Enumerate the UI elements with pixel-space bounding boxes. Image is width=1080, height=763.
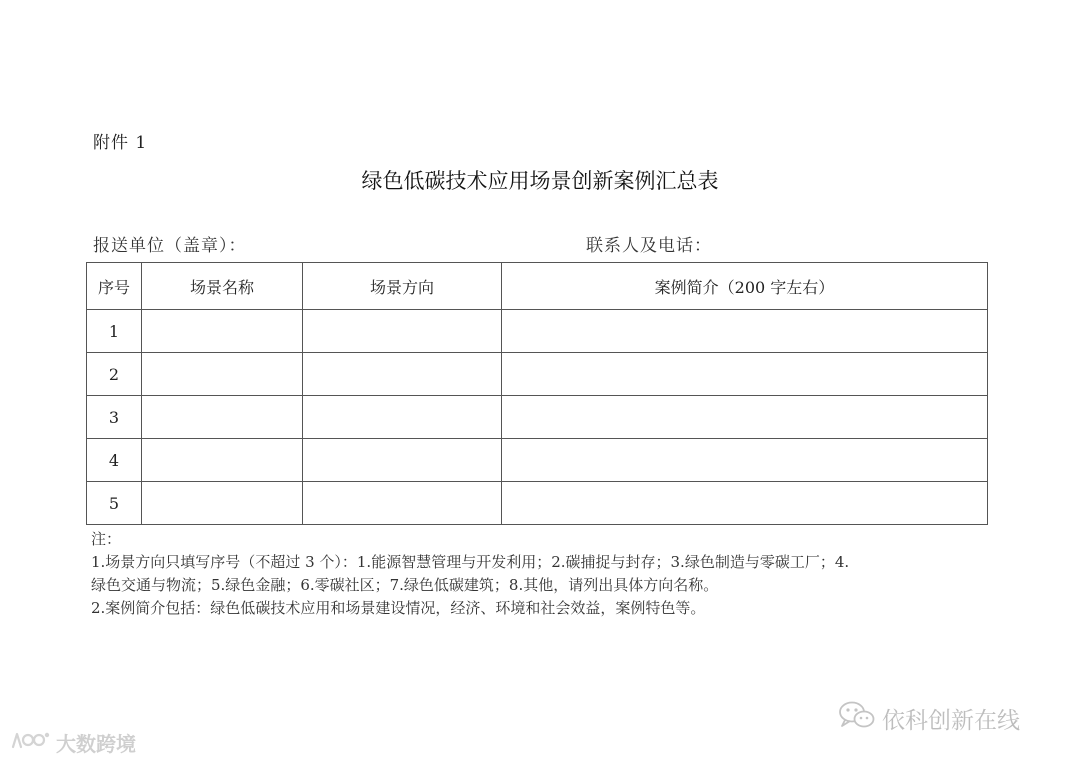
case-summary-cell[interactable] xyxy=(502,353,988,396)
document-title: 绿色低碳技术应用场景创新案例汇总表 xyxy=(361,169,719,193)
table-header-row xyxy=(87,263,988,310)
brand-logo-icon xyxy=(10,729,52,756)
scene-name-cell[interactable] xyxy=(142,439,303,482)
watermark-right xyxy=(838,700,1020,736)
scene-direction-cell[interactable] xyxy=(303,396,502,439)
row-number: 4 xyxy=(87,439,142,482)
scene-direction-cell[interactable] xyxy=(303,439,502,482)
case-summary-cell[interactable] xyxy=(502,439,988,482)
case-summary-table xyxy=(86,262,988,525)
row-number: 1 xyxy=(87,310,142,353)
row-number: 2 xyxy=(87,353,142,396)
wechat-icon xyxy=(838,700,876,736)
case-summary-cell[interactable] xyxy=(502,482,988,525)
header-scene-name: 场景名称 xyxy=(142,263,303,310)
scene-name-cell[interactable] xyxy=(142,353,303,396)
table-row xyxy=(87,310,988,353)
header-scene-direction: 场景方向 xyxy=(303,263,502,310)
watermark-left xyxy=(10,728,136,757)
notes-section xyxy=(91,528,991,620)
attachment-label: 附件 1 xyxy=(93,133,148,153)
watermark-left-text: 大数跨境 xyxy=(56,732,136,756)
header-serial-number: 序号 xyxy=(87,263,142,310)
notes-heading: 注： xyxy=(91,530,122,548)
scene-name-cell[interactable] xyxy=(142,396,303,439)
case-summary-cell[interactable] xyxy=(502,310,988,353)
table-row xyxy=(87,439,988,482)
notes-line-1: 1.场景方向只填写序号（不超过 3 个）：1.能源智慧管理与开发利用；2.碳捕捉与封存；3.绿色制造与零碳工厂；4. xyxy=(91,553,850,571)
notes-line-2: 绿色交通与物流；5.绿色金融；6.零碳社区；7.绿色低碳建筑；8.其他，请列出具体方向名称。 xyxy=(91,576,719,594)
notes-line-3: 2.案例简介包括：绿色低碳技术应用和场景建设情况，经济、环境和社会效益，案例特色等。 xyxy=(91,599,706,617)
scene-name-cell[interactable] xyxy=(142,482,303,525)
table-row xyxy=(87,396,988,439)
header-case-summary: 案例简介（200 字左右） xyxy=(502,263,988,310)
contact-label: 联系人及电话： xyxy=(586,236,712,256)
watermark-right-text: 依科创新在线 xyxy=(882,707,1020,734)
case-summary-cell[interactable] xyxy=(502,396,988,439)
scene-direction-cell[interactable] xyxy=(303,482,502,525)
table-row xyxy=(87,353,988,396)
scene-name-cell[interactable] xyxy=(142,310,303,353)
scene-direction-cell[interactable] xyxy=(303,310,502,353)
reporter-label: 报送单位（盖章）： xyxy=(93,236,247,256)
table-row xyxy=(87,482,988,525)
row-number: 5 xyxy=(87,482,142,525)
row-number: 3 xyxy=(87,396,142,439)
scene-direction-cell[interactable] xyxy=(303,353,502,396)
